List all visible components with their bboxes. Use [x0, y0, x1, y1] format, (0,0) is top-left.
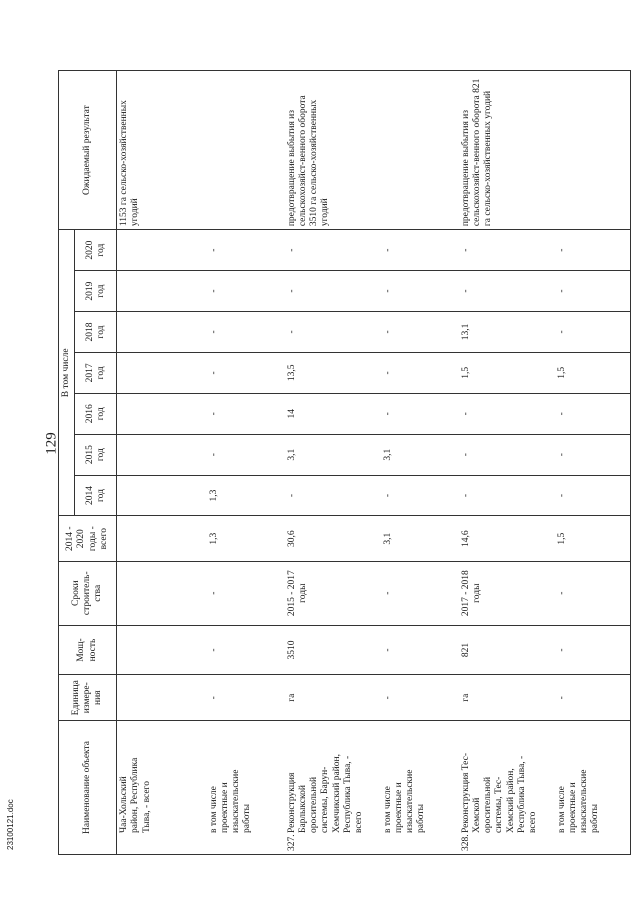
object-name: в том числе проектные и изыскательские работы: [382, 769, 427, 833]
year-value-cell: -: [459, 475, 555, 516]
total-cell: 3,1: [381, 516, 459, 561]
year-value-cell: -: [207, 271, 285, 312]
year-value-cell: -: [381, 352, 459, 393]
header-name: Наименование объекта: [59, 720, 117, 854]
header-year: 2014 год: [75, 475, 117, 516]
total-cell: [117, 516, 207, 561]
year-value-cell: -: [207, 312, 285, 353]
total-cell: 30,6: [285, 516, 381, 561]
table-row: [285, 71, 381, 855]
year-value-cell: -: [555, 475, 631, 516]
terms-cell: -: [207, 561, 285, 625]
year-value-cell: -: [285, 230, 381, 271]
year-value-cell: 13,1: [459, 312, 555, 353]
unit-cell: га: [459, 675, 555, 720]
expected-result-cell: [555, 71, 631, 230]
year-value-cell: 14: [285, 393, 381, 434]
year-value-cell: [117, 271, 207, 312]
header-capacity: Мощ-ность: [59, 625, 117, 675]
object-name-cell: [381, 720, 459, 854]
capacity-cell: 3510: [285, 625, 381, 675]
year-value-cell: -: [207, 352, 285, 393]
year-value-cell: -: [207, 393, 285, 434]
year-value-cell: -: [459, 271, 555, 312]
year-value-cell: [117, 230, 207, 271]
year-value-cell: 13,5: [285, 352, 381, 393]
year-value-cell: [117, 312, 207, 353]
year-value-cell: -: [285, 312, 381, 353]
header-year: 2017 год: [75, 352, 117, 393]
year-value-cell: -: [285, 475, 381, 516]
terms-cell: 2015 - 2017 годы: [285, 561, 381, 625]
expected-result-cell: [207, 71, 285, 230]
terms-cell: -: [555, 561, 631, 625]
investment-table: [58, 70, 631, 855]
rotated-content: [58, 70, 601, 855]
year-value-cell: [117, 475, 207, 516]
table-row: [117, 71, 207, 855]
year-value-cell: -: [381, 393, 459, 434]
year-value-cell: -: [381, 475, 459, 516]
object-name: в том числе проектные и изыскательские работы: [556, 769, 601, 833]
total-cell: 14,6: [459, 516, 555, 561]
year-value-cell: -: [459, 393, 555, 434]
expected-result-cell: предотвращение выбытия из сельскохозяйст-венного оборота 3510 га сельско-хозяйственных угодий: [285, 71, 381, 230]
header-incl: В том числе: [59, 230, 75, 516]
year-value-cell: [117, 352, 207, 393]
row-number: 327.: [286, 834, 297, 851]
year-value-cell: -: [381, 230, 459, 271]
object-name-cell: [285, 720, 381, 854]
capacity-cell: -: [555, 625, 631, 675]
header-year: 2015 год: [75, 434, 117, 475]
year-value-cell: 3,1: [381, 434, 459, 475]
expected-result-cell: предотвращение выбытия из сельскохозяйст-венного оборота 821 га сельско-хозяйственных угодий: [459, 71, 555, 230]
object-name: Реконструкция Барлыкской оросительной системы, Барун-Хемчикский район, Республика Тыва, - всего: [286, 754, 364, 833]
header-year: 2020 год: [75, 230, 117, 271]
table-row: [555, 71, 631, 855]
year-value-cell: 1,5: [459, 352, 555, 393]
table-body: [117, 71, 631, 855]
capacity-cell: -: [207, 625, 285, 675]
terms-cell: [117, 561, 207, 625]
total-cell: 1,5: [555, 516, 631, 561]
object-name-cell: [459, 720, 555, 854]
header-result: Ожидаемый результат: [59, 71, 117, 230]
table-row: [459, 71, 555, 855]
object-name-cell: [207, 720, 285, 854]
table-row: [207, 71, 285, 855]
year-value-cell: -: [555, 434, 631, 475]
header-unit: Единица измере-ния: [59, 675, 117, 720]
year-value-cell: 1,3: [207, 475, 285, 516]
expected-result-cell: 1153 га сельско-хозяйственных угодий: [117, 71, 207, 230]
header-year: 2018 год: [75, 312, 117, 353]
unit-cell: га: [285, 675, 381, 720]
capacity-cell: [117, 625, 207, 675]
unit-cell: [117, 675, 207, 720]
terms-cell: 2017 - 2018 годы: [459, 561, 555, 625]
row-number: 328.: [460, 834, 471, 851]
expected-result-cell: [381, 71, 459, 230]
year-value-cell: [117, 434, 207, 475]
object-name-cell: [555, 720, 631, 854]
unit-cell: -: [555, 675, 631, 720]
year-value-cell: -: [555, 393, 631, 434]
capacity-cell: -: [381, 625, 459, 675]
terms-cell: -: [381, 561, 459, 625]
year-value-cell: -: [285, 271, 381, 312]
year-value-cell: -: [555, 271, 631, 312]
unit-cell: -: [207, 675, 285, 720]
header-year: 2019 год: [75, 271, 117, 312]
header-total: 2014 - 2020 годы - всего: [59, 516, 117, 561]
year-value-cell: [117, 393, 207, 434]
year-value-cell: -: [459, 434, 555, 475]
unit-cell: -: [381, 675, 459, 720]
object-name-cell: [117, 720, 207, 854]
year-value-cell: 3,1: [285, 434, 381, 475]
year-value-cell: -: [381, 312, 459, 353]
header-year: 2016 год: [75, 393, 117, 434]
file-footer: 23100121.doc: [6, 799, 15, 850]
object-name: в том числе проектные и изыскательские работы: [208, 769, 253, 833]
year-value-cell: -: [555, 230, 631, 271]
year-value-cell: -: [381, 271, 459, 312]
header-terms: Сроки строитель-ства: [59, 561, 117, 625]
year-value-cell: -: [207, 230, 285, 271]
table-row: [381, 71, 459, 855]
object-name: Чаа-Хольский район, Республика Тыва, - всего: [119, 757, 152, 833]
year-value-cell: -: [207, 434, 285, 475]
year-value-cell: -: [459, 230, 555, 271]
capacity-cell: 821: [459, 625, 555, 675]
year-value-cell: 1,5: [555, 352, 631, 393]
page-number: 129: [43, 432, 60, 455]
total-cell: 1,3: [207, 516, 285, 561]
object-name: Реконструкция Тес-Хемской оросительной системы, Тес-Хемский район, Республика Тыва, - всего: [460, 752, 538, 833]
year-value-cell: -: [555, 312, 631, 353]
